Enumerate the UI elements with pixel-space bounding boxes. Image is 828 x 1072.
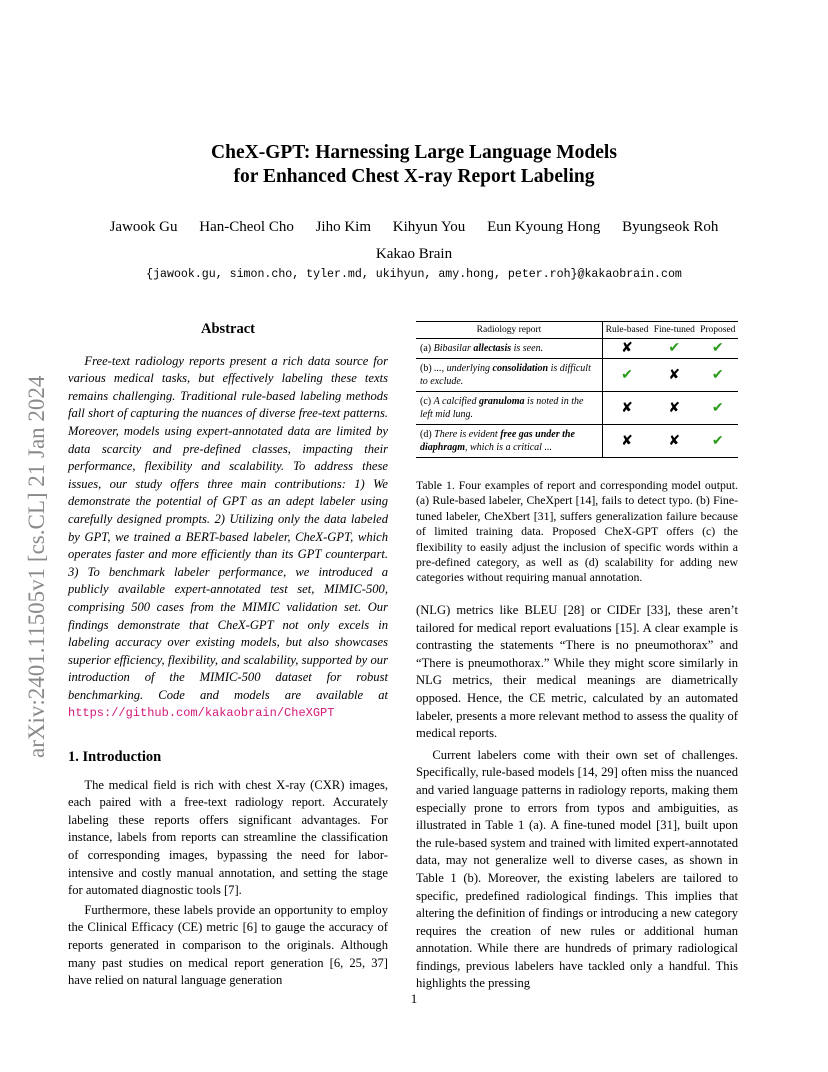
arxiv-id-text: arXiv:2401.11505v1 [cs.CL] 21 Jan 2024 — [24, 375, 49, 758]
author-name: Han-Cheol Cho — [199, 219, 294, 235]
check-mark: ✔ — [698, 359, 739, 392]
col-header-proposed: Proposed — [698, 322, 739, 339]
arxiv-identifier-stamp — [20, 290, 50, 760]
affiliation: Kakao Brain — [375, 246, 453, 262]
author-name: Jawook Gu — [109, 219, 178, 235]
check-mark: ✔ — [651, 339, 697, 359]
code-link[interactable]: https://github.com/kakaobrain/CheXGPT — [68, 706, 335, 721]
col-header-report: Radiology report — [416, 322, 603, 339]
report-cell: (b) ..., underlying consolidation is difficult to exclude. — [416, 359, 603, 392]
intro-heading: 1. Introduction — [68, 749, 162, 766]
report-cell: (a) Bibasilar allectasis is seen. — [416, 339, 603, 359]
cross-mark: ✘ — [651, 392, 697, 425]
title-line-1: CheX-GPT: Harnessing Large Language Models — [211, 142, 617, 163]
abstract-heading: Abstract — [201, 321, 255, 337]
table-row — [416, 425, 738, 458]
check-mark: ✔ — [698, 339, 739, 359]
intro-body — [68, 777, 388, 990]
abstract-text: Free-text radiology reports present a rich data source for various medical tasks, but effectively labeling these texts remains challenging. Traditional rule-based labeling methods fall short of capturing the nuances of diverse free-text patterns. Moreover, models using expert-annotated data are limited by data scarcity and pre-defined classes, impacting their performance, flexibility and scalability. To address these issues, our study offers three main contributions: 1) We demonstrate the potential of GPT as an adept labeler using carefully designed prompts. 2) Utilizing only the data labeled by GPT, we trained a BERT-based labeler, CheX-GPT, which operates faster and more efficiently than its GPT counterpart. 3) To benchmark labeler performance, we introduced a publicly available expert-annotated test set, MIMIC-500, comprising 500 cases from the MIMIC validation set. Our findings demonstrate that CheX-GPT not only excels in labeling accuracy over existing models, but also showcases superior efficiency, flexibility, and scalability, supported by our introduction of the MIMIC-500 dataset for robust benchmarking. Code and models are available at — [68, 353, 388, 702]
report-cell: (d) There is evident free gas under the diaphragm, which is a critical ... — [416, 425, 603, 458]
author-name: Jiho Kim — [315, 219, 372, 235]
author-name: Kihyun You — [392, 219, 466, 235]
intro-paragraph-1: The medical field is rich with chest X-ray (CXR) images, each paired with a free-text radiology report. Accurately labeling these reports offers significant advantages. For instance, labels from reports can streamline the classification of corresponding images, bypassing the need for labor-intensive and costly manual annotation, and setting the stage for automated diagnostic tools [7]. — [68, 777, 388, 898]
table-1 — [416, 321, 738, 458]
check-mark: ✔ — [698, 425, 739, 458]
right-column — [416, 602, 738, 993]
cross-mark: ✘ — [651, 359, 697, 392]
report-cell: (c) A calcified granuloma is noted in the left mid lung. — [416, 392, 603, 425]
paper-title — [0, 141, 828, 189]
table-row — [416, 339, 738, 359]
cross-mark: ✘ — [603, 425, 652, 458]
title-line-2: for Enhanced Chest X-ray Report Labeling — [233, 166, 595, 187]
cross-mark: ✘ — [603, 392, 652, 425]
right-paragraph-2: Current labelers come with their own set of challenges. Specifically, rule-based models [14, 29] often miss the nuanced and varied language patterns in radiology reports, making them especially prone to errors from typos and ambiguities, as illustrated in Table 1 (a). A fine-tuned model [31], built upon the rule-based system and trained with limited expert-annotated data, may not generalize well to diverse cases, as shown in Table 1 (b). Moreover, the existing labelers are tailored to specific, predefined radiological findings. This implies that altering the definition of findings or introducing a new category requires the creation of new rules or additional human annotation. While there are hundreds of primary radiological findings, previous labelers have tackled only a handful. This highlights the pressing — [416, 747, 738, 991]
check-mark: ✔ — [698, 392, 739, 425]
col-header-rule-based: Rule-based — [603, 322, 652, 339]
table-header-row — [416, 322, 738, 339]
author-list — [0, 219, 828, 236]
author-name: Byungseok Roh — [622, 219, 719, 235]
page-number: 1 — [410, 991, 418, 1006]
author-name: Eun Kyoung Hong — [487, 219, 601, 235]
table-1-caption: Table 1. Four examples of report and corresponding model output. (a) Rule-based labeler, CheXpert [14], fails to detect typo. (b) Fine-tuned labeler, CheXbert [31], suffers generalization failure because of limited training data. Proposed CheX-GPT offers (c) the flexibility to easily adjust the inclusion of specific words within a pre-defined category, as well as (d) scalability for adding new categories without requiring manual annotation. — [416, 478, 738, 585]
author-emails: {jawook.gu, simon.cho, tyler.md, ukihyun, amy.hong, peter.roh}@kakaobrain.com — [146, 268, 682, 281]
col-header-fine-tuned: Fine-tuned — [651, 322, 697, 339]
abstract-body — [68, 353, 388, 723]
table-row — [416, 392, 738, 425]
cross-mark: ✘ — [603, 339, 652, 359]
left-column — [68, 321, 388, 990]
intro-paragraph-2: Furthermore, these labels provide an opportunity to employ the Clinical Efficacy (CE) metric [6] to gauge the accuracy of reports generated in comparison to the originals. Although many past studies on medical report generation [6, 25, 37] have relied on natural language generation — [68, 902, 388, 988]
right-paragraph-1: (NLG) metrics like BLEU [28] or CIDEr [33], these aren’t tailored for medical report evaluations [15]. A clear example is contrasting the statements “There is no pneumothorax” and “There is pneumothorax.” While they might score similarly in NLG metrics, their medical meanings are diametrically opposed. Hence, the CE metric, calculated by an automated labeler, presents a more relevant method to assess the quality of medical reports. — [416, 603, 738, 741]
check-mark: ✔ — [603, 359, 652, 392]
table-row — [416, 359, 738, 392]
cross-mark: ✘ — [651, 425, 697, 458]
